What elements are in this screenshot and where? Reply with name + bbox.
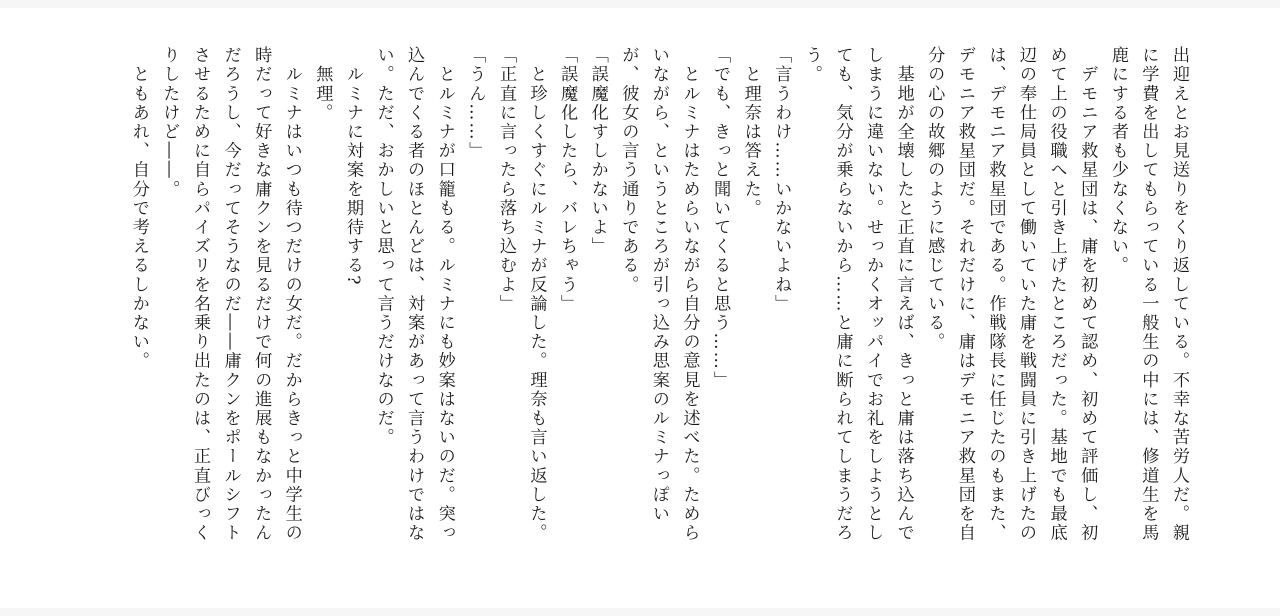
bottom-edge <box>0 608 1280 616</box>
paragraph: と珍しくすぐにルミナが反論した。理奈も言い返した。 <box>526 46 547 543</box>
dialogue-line: 「でも、きっと聞いてくると思う……」 <box>710 46 731 390</box>
dialogue-line: 「うん……」 <box>465 46 486 161</box>
paragraph: とルミナが口籠もる。ルミナにも妙案はないのだ。突っ 込んでくる者のほとんどは、対案があって言うわけではな い。ただ、おかしいと思って言うだけなのだ。 <box>373 46 455 543</box>
paragraph: 出迎えとお見送りをくり返している。不幸な苦労人だ。親 に学費を出してもらっている一般生の中には、修道生を馬 鹿にする者も少なくない。 <box>1107 46 1189 543</box>
paragraph: ともあれ、自分で考えるしかない。 <box>128 46 149 371</box>
dialogue-line: 「正直に言ったら落ち込むよ」 <box>495 46 516 314</box>
paragraph: デモニア救星団は、庸を初めて認め、初めて評価し、初 めて上の役職へと引き上げたところだった。基地でも最底 辺の奉仕局員として働いていた庸を戦闘員に引き上げたの は、デモニア救星団である。作戦隊長に任じたのもまた、 デモニア救星団だ。それだけに、庸はデモニア救星団を自 分の心の故郷のように感じている。 <box>924 46 1098 543</box>
dialogue-line: 「誤魔化したら、バレちゃう」 <box>557 46 578 314</box>
paragraph: 無理。 <box>312 46 333 123</box>
dialogue-line: 「言うわけ……いかないよね」 <box>771 46 792 314</box>
paragraph: と理奈は答えた。 <box>740 46 761 218</box>
paragraph: とルミナはためらいながら自分の意見を述べた。ためら いながら、というところが引っ込み思案のルミナっぽい が、彼女の言う通りである。 <box>618 46 700 543</box>
dialogue-line: 「誤魔化すしかないよ」 <box>587 46 608 257</box>
paragraph: ルミナに対案を期待する? <box>342 46 363 287</box>
paragraph: 基地が全壊したと正直に言えば、きっと庸は落ち込んで しまうに違いない。せっかくオッパイでお礼をしようとし ても、気分が乗らないから……と庸に断られてしまうだろ う。 <box>801 46 914 543</box>
top-edge <box>0 0 1280 8</box>
vertical-text-body <box>123 46 1194 581</box>
paragraph: ルミナはいつも待つだけの女だ。だからきっと中学生の 時だって好きな庸クンを見るだけで何の進展もなかったん だろうし、今だってそうなのだ――庸クンをポールシフト させるために自らパイズリを名乗り出たのは、正直びっく りしたけど――。 <box>159 46 302 543</box>
